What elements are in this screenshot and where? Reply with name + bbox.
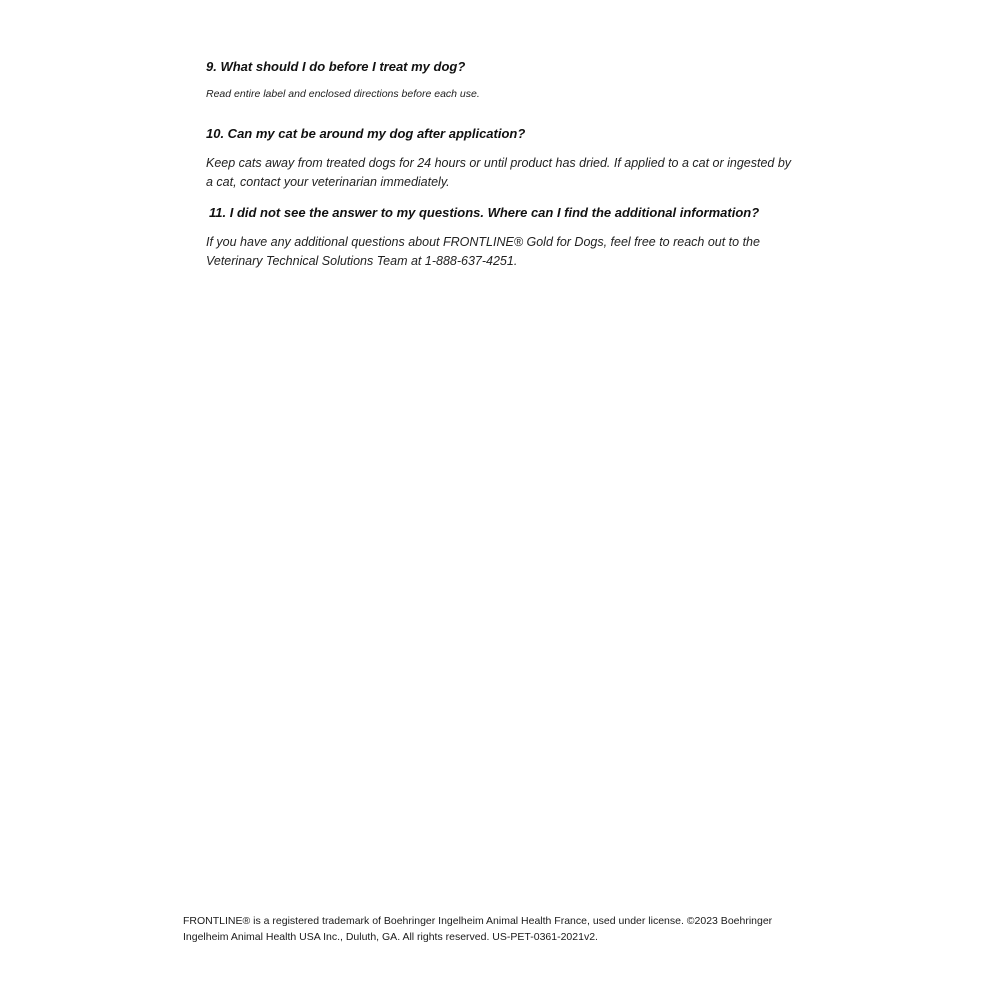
faq-answer-11: If you have any additional questions about FRONTLINE® Gold for Dogs, feel free to reach out to the Veterinary Technical Solutions Team at 1-888-637-4251.	[206, 235, 760, 268]
faq-question-11: 11. I did not see the answer to my questions. Where can I find the additional information?	[209, 205, 760, 220]
faq-question-10: 10. Can my cat be around my dog after application?	[206, 126, 526, 141]
faq-question-9: 9. What should I do before I treat my dog?	[206, 59, 466, 74]
faq-answer-10: Keep cats away from treated dogs for 24 hours or until product has dried. If applied to a cat or ingested by a cat, contact your veterinarian immediately.	[206, 156, 792, 189]
footer-legal-text: FRONTLINE® is a registered trademark of Boehringer Ingelheim Animal Health France, used under license. ©2023 Boehringer Ingelheim Animal Health USA Inc., Duluth, GA. All rights reserved. US-PET-0361-2021v2.	[183, 915, 773, 943]
faq-answer-9: Read entire label and enclosed directions before each use.	[206, 88, 480, 100]
